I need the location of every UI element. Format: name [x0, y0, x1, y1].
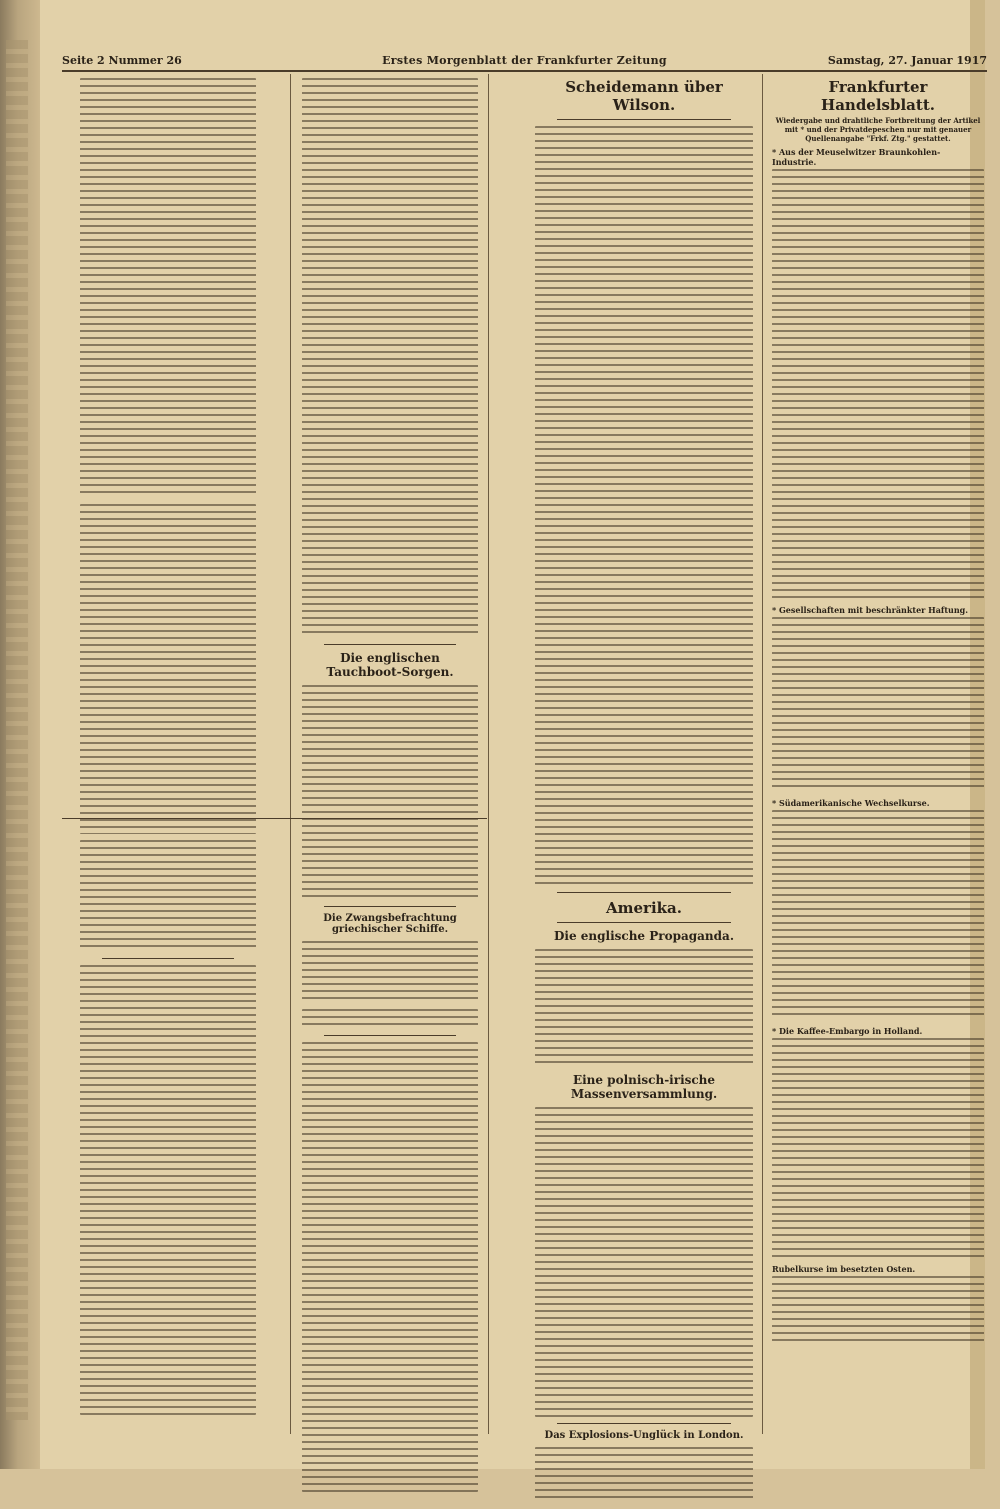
text-block — [80, 840, 256, 952]
text-block — [302, 78, 478, 638]
section-divider — [324, 1035, 456, 1036]
paper-title: Erstes Morgenblatt der Frankfurter Zeitung — [382, 54, 667, 67]
column-4 — [772, 78, 984, 1352]
section-divider — [324, 906, 456, 907]
handelsblatt-notice: Wiedergabe und drahtliche Fortbreitung der Artikel mit * und der Privatdepeschen nur mit genauer Quellenangabe "Frkf. Ztg." gestattet. — [775, 116, 981, 143]
column-rule — [488, 74, 489, 1434]
section-divider — [557, 119, 731, 120]
masthead — [62, 52, 987, 72]
section-divider — [557, 922, 731, 923]
feuilleton-text — [80, 965, 256, 1415]
binding-stitching — [6, 40, 28, 1420]
article-heading: Die Zwangsbefrachtung griechischer Schiffe. — [323, 913, 457, 935]
issue-date: Samstag, 27. Januar 1917 — [827, 54, 987, 67]
item-text — [772, 1276, 984, 1346]
article-heading: Scheidemann über Wilson. — [565, 78, 723, 114]
column-3 — [535, 78, 753, 1509]
item-heading: * Aus der Meuselwitzer Braunkohlen-Industrie. — [772, 147, 941, 167]
section-divider — [102, 958, 234, 959]
item-heading: * Gesellschaften mit beschränkter Haftung. — [772, 605, 969, 615]
section-divider — [557, 1423, 731, 1424]
book-binding — [0, 0, 40, 1469]
item-heading: Rubelkurse im besetzten Osten. — [772, 1264, 916, 1274]
column-2 — [302, 78, 478, 1498]
article-heading: Die englische Propaganda. — [554, 929, 734, 943]
item-heading: * Südamerikanische Wechselkurse. — [772, 798, 930, 808]
article-text — [535, 949, 753, 1067]
column-1 — [80, 78, 256, 1421]
feuilleton-rule — [62, 818, 487, 819]
article-text — [535, 1447, 753, 1503]
page-number: Seite 2 Nummer 26 — [62, 54, 182, 67]
item-heading: * Die Kaffee-Embargo in Holland. — [772, 1026, 923, 1036]
handelsblatt-title: Frankfurter Handelsblatt. — [821, 78, 935, 114]
column-rule — [290, 74, 291, 1434]
article-text — [302, 941, 478, 1003]
text-block — [80, 504, 256, 834]
feuilleton-text — [302, 1042, 478, 1492]
article-heading: Die englischen Tauchboot-Sorgen. — [326, 651, 454, 679]
article-heading: Eine polnisch-irische Massenversammlung. — [570, 1073, 718, 1101]
article-text — [302, 1009, 478, 1029]
column-rule — [762, 74, 763, 1434]
text-block — [80, 78, 256, 498]
section-heading: Amerika. — [606, 899, 682, 917]
item-text — [772, 1038, 984, 1258]
article-text — [535, 1107, 753, 1417]
item-text — [772, 617, 984, 792]
article-text — [302, 685, 478, 900]
article-text — [535, 126, 753, 886]
newspaper-page — [40, 0, 985, 1469]
article-heading: Das Explosions-Unglück in London. — [544, 1430, 744, 1441]
section-divider — [557, 892, 731, 893]
section-divider — [324, 644, 456, 645]
item-text — [772, 810, 984, 1020]
item-text — [772, 169, 984, 599]
